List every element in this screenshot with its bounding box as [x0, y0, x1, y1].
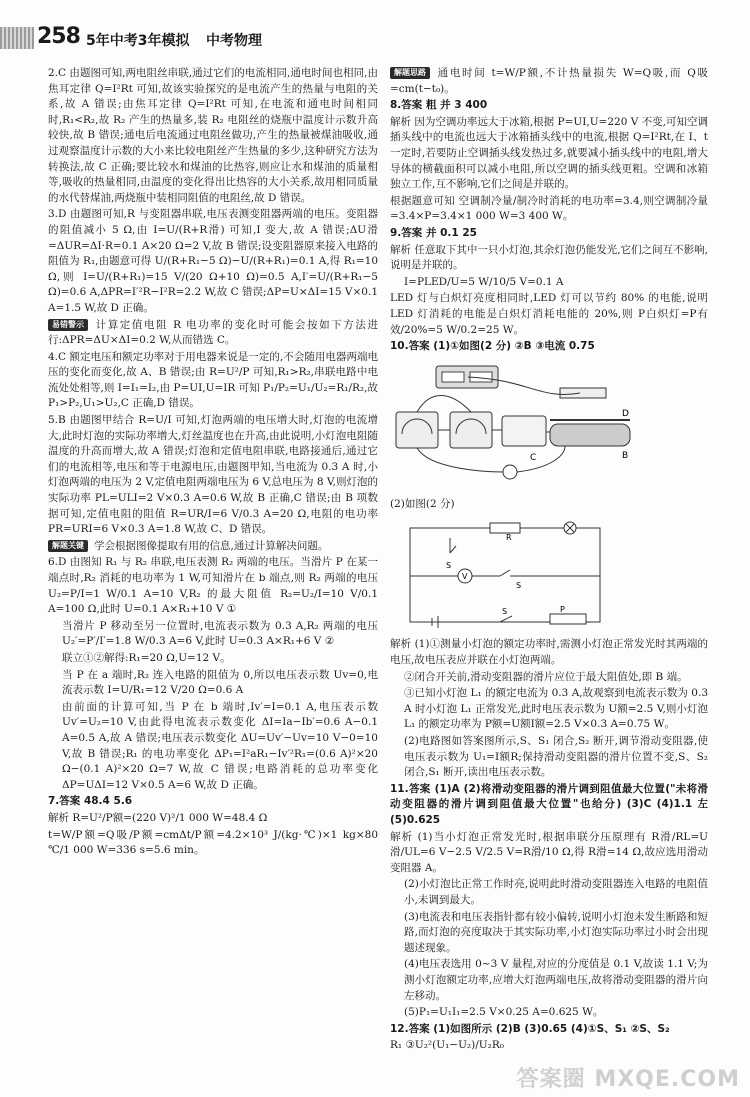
page-header	[0, 0, 750, 64]
answer-q9: 9.答案 并 0.1 25	[390, 226, 477, 239]
book-brand: 5年中考3年模拟	[86, 33, 190, 49]
solution-q8: 解析 因为空调功率远大于冰箱,根据 P=UI,U=220 V 不变,可知空调插头线中的电流也远大于冰箱插头线中的电流,根据 Q=I²Rt,在 I、t 一定时,若要防止空调插头线发热过多,就要减小插头线中的电阻,增大导体的横截面积可以减小电阻,所以空调的插头线更粗。空调和冰箱独立工作,互不影响,它们之间是并联的。	[390, 115, 708, 191]
answer-q7: 7.答案 48.4 5.6	[48, 795, 133, 808]
figure-2-label: (2)如图(2 分)	[390, 498, 455, 511]
solution-q9: 解析 任意取下其中一只小灯泡,其余灯泡仍能发光,它们之间互不影响,说明是并联的。	[390, 243, 708, 272]
svg-text:B: B	[622, 450, 629, 461]
tip-q3	[48, 318, 378, 349]
solution-q10-3: ③已知小灯泡 L₁ 的额定电流为 0.3 A,故观察到电流表示数为 0.3 A 时小灯泡 L₁ 正常发光,此时电压表示数为 U额=2.5 V,则小灯泡 L₁ 的额定功率为 P额=U额I额=2.5 V×0.3 A=0.75 W。	[404, 687, 708, 731]
answer-q6-a: 6.D 由图知 R₁ 与 R₂ 串联,电压表测 R₂ 两端的电压。当滑片 P 在某一端点时,R₂ 消耗的电功率为 1 W,可知滑片在 b 端点,则 R₂ 两端的电压 U₂=P/I=1 W/0.1 A=10 V,R₂ 的最大阻值 R₂=U₂/I=10 V/0.1 A=100 Ω,此时 U=0.1 A×R₁+10 V ①	[48, 556, 378, 616]
answer-q6-c: 联立①②解得:R₁=20 Ω,U=12 V。	[62, 651, 231, 664]
solution-q11-1: 解析 (1)当小灯泡正常发光时,根据串联分压原理有 R滑/RL=U滑/UL=6 V−2.5 V/2.5 V=R滑/10 Ω,得 R滑=14 Ω,故应选用滑动变阻器 A。	[390, 830, 708, 874]
watermark: 答案圈 MXQE.COM	[516, 1067, 740, 1092]
svg-text:S: S	[446, 560, 452, 570]
circuit-photo-figure	[390, 360, 640, 488]
header-decoration	[0, 27, 34, 49]
answer-q6-b: 当滑片 P 移动至另一位置时,电流表示数为 0.3 A,R₂ 两端的电压 U₂′=P′/I′=1.8 W/0.3 A=6 V,此时 U=0.3 A×R₁+6 V ②	[62, 619, 378, 648]
solution-q11-4: (4)电压表选用 0~3 V 量程,对应的分度值是 0.1 V,故读 1.1 V;为测小灯泡额定功率,应增大灯泡两端电压,故将滑动变阻器的滑片向左移动。	[404, 958, 708, 1002]
svg-text:S: S	[516, 580, 522, 590]
tip-text: 学会根据图像提取有用的信息,通过计算解决问题。	[94, 539, 329, 552]
svg-text:V: V	[462, 571, 468, 581]
answer-q6-d: 当 P 在 a 端时,R₂ 连入电路的阻值为 0,所以电压表示数 Uv=0,电流表示数 I=U/R₁=12 V/20 Ω=0.6 A	[62, 668, 378, 697]
svg-text:P: P	[560, 604, 565, 614]
solution-q11-2: (2)小灯泡比正常工作时亮,说明此时滑动变阻器连入电路的电阻值小,未调到最大。	[404, 878, 708, 906]
solution-q10-1: 解析 (1)①测量小灯泡的额定功率时,需测小灯泡正常发光时其两端的电压,故电压表应并联在小灯泡两端。	[390, 638, 708, 667]
right-column	[390, 66, 708, 1055]
tip-label: 解题思路	[390, 67, 430, 79]
answer-q3: 3.D 由题图可知,R 与变阻器串联,电压表测变阻器两端的电压。变阻器的阻值减小 5 Ω,由 I=U/(R+R滑) 可知,I 变大,故 A 错误;ΔU滑=ΔUR=ΔI·R=0.1 A×20 Ω=2 V,故 B 错误;设变阻器原来接入电路的阻值为 R₁,由题意可得 U/(R+R₁−5 Ω)−U/(R+R₁)=0.1 A,得 R₁=10 Ω,则 I=U/(R+R₁)=15 V/(20 Ω+10 Ω)=0.5 A,I′=U/(R+R₁−5 Ω)=0.6 A,ΔPR=I′²R−I²R=2.2 W,故 C 错误;ΔP=U×ΔI=15 V×0.1 A=1.5 W,故 D 正确。	[48, 208, 378, 314]
solution-q7-time: t=W/P额=Q吸/P额=cmΔt/P额=4.2×10³ J/(kg·℃)×1 kg×80 ℃/1 000 W=336 s=5.6 min。	[48, 828, 378, 857]
answer-q12: 12.答案 (1)如图所示 (2)B (3)0.65 (4)①S、S₁ ②S、S₂	[390, 1022, 670, 1035]
solution-q9-2: I=PLED/U=5 W/10/5 V=0.1 A	[404, 275, 564, 288]
book-subject: 中考物理	[206, 33, 262, 49]
answer-q4: 4.C 额定电压和额定功率对于用电器来说是一定的,不会随用电器两端电压的变化而变化,故 A、B 错误;由 R=U²/P 可知,R₁>R₂,串联电路中电流处处相等,则 I=I₁=I₂,由 P=UI,U=IR 可知 P₁/P₂=U₁/U₂=R₁/R₂,故 P₁>P₂,U₁>U₂,C 正确,D 错误。	[48, 350, 378, 410]
solution-q8-2: 根据题意可知 空调制冷量/制冷时消耗的电功率=3.4,则空调制冷量=3.4×P=3.4×1 000 W=3 400 W。	[390, 194, 708, 223]
svg-text:S: S	[502, 606, 508, 616]
solution-q11-3: (3)电流表和电压表指针都有较小偏转,说明小灯泡未发生断路和短路,而灯泡的亮度取决于其实际功率,小灯泡实际功率过小时会出现题述现象。	[404, 910, 708, 954]
tip-label: 易错警示	[48, 319, 88, 331]
tip-label: 解题关键	[48, 540, 88, 552]
tip-top	[390, 66, 708, 97]
tip-text: 通电时间 t=W/P额,不计热量损失 W=Q吸,而 Q吸=cm(t−t₀)。	[390, 67, 708, 95]
solution-q10-2: ②闭合开关前,滑动变阻器的滑片应位于最大阻值处,即 B 端。	[404, 670, 688, 683]
solution-q7: 解析 R=U²/P额=(220 V)²/1 000 W=48.4 Ω	[48, 811, 268, 824]
tip-text: 计算定值电阻 R 电功率的变化时可能会按如下方法进行:ΔPR=ΔU×ΔI=0.2 W,从而错选 C。	[48, 318, 378, 347]
answer-q11: 11.答案 (1)A (2)将滑动变阻器的滑片调到阻值最大位置("未将滑动变阻器的滑片调到阻值最大位置"也给分) (3)C (4)1.1 左 (5)0.625	[390, 782, 708, 826]
tip-q5	[48, 539, 378, 555]
answer-q10: 10.答案 (1)①如图(2 分) ②B ③电流 0.75	[390, 340, 595, 353]
answer-q5: 5.B 由题图甲结合 R=U/I 可知,灯泡两端的电压增大时,灯泡的电流增大,此时灯泡的实际功率增大,灯丝温度也在升高,由此说明,小灯泡电阻随温度的升高而增大,故 A 错误;灯泡和定值电阻串联,电路接通后,通过它们的电流相等,电压和等于电源电压,由题图甲知,当电流为 0.3 A 时,小灯泡两端的电压为 2 V,定值电阻两端电压为 6 V,总电压为 8 V,则灯泡的实际功率 PL=ULI=2 V×0.3 A=0.6 W,故 B 正确,C 错误;由 B 项数据可知,定值电阻的阻值 R=UR/I=6 V/0.3 A=20 Ω,电阻的电功率 PR=URI=6 V×0.3 A=1.8 W,故 C、D 错误。	[48, 414, 378, 536]
answer-q8: 8.答案 粗 并 3 400	[390, 99, 488, 112]
svg-text:R: R	[506, 532, 512, 542]
svg-text:C: C	[530, 452, 537, 463]
solution-q11-5: (5)P₁=U₁I₁=2.5 V×0.25 A=0.625 W。	[404, 1006, 604, 1019]
answer-q12-formula: R₁ ③U₂²(U₁−U₂)/U₂R₀	[390, 1039, 504, 1052]
svg-text:D: D	[622, 408, 629, 419]
left-column	[48, 66, 378, 860]
page-number: 258	[37, 24, 80, 49]
answer-q2: 2.C 由题图可知,两电阻丝串联,通过它们的电流相同,通电时间也相同,由焦耳定律 Q=I²Rt 可知,故该实验探究的是电流产生的热量与电阻的关系,故 A 错误;由焦耳定律 Q=I²Rt 可知,在电流和通电时间相同时,R₁<R₂,故 R₂ 产生的热量多,装 R₂ 电阻丝的烧瓶中温度计示数升高较快,故 B 错误;通电后电流通过电阻丝做功,产生的热量被煤油吸收,通过观察温度计示数的大小来比较电阻丝产生热量的多少,这种研究方法为转换法,故 C 正确;要比较水和煤油的比热容,则应让水和煤油的质量相等,吸收的热量相同,由温度的变化得出比热容的大小关系,故用相同质量的水代替煤油,两烧瓶中装相同阻值的电阻丝,故 D 错误。	[48, 67, 378, 204]
answer-q6-e: 由前面的计算可知,当 P 在 b 端时,Iv′=I=0.1 A,电压表示数 Uv′=U₂=10 V,由此得电流表示数变化 ΔI=Ia−Ib′=0.6 A−0.1 A=0.5 A,故 A 错误;电压表示数变化 ΔU=Uv′−Uv=10 V−0=10 V,故 B 错误;R₁ 的电功率变化 ΔP₁=I²aR₁−Iv′²R₁=(0.6 A)²×20 Ω−(0.1 A)²×20 Ω=7 W,故 C 错误;电路消耗的总功率变化 ΔP=UΔI=12 V×0.5 A=6 W,故 D 正确。	[62, 700, 378, 791]
circuit-diagram-figure	[390, 518, 620, 628]
solution-q9-3: LED 灯与白炽灯亮度相同时,LED 灯可以节约 80% 的电能,说明 LED 灯消耗的电能是白炽灯消耗电能的 20%,则 P白炽灯=P有效/20%=5 W/0.2=25 W。	[390, 292, 708, 336]
solution-q10-4: (2)电路图如答案图所示,S、S₁ 闭合,S₂ 断开,调节滑动变阻器,使电压表示数为 U₁=I额R;保持滑动变阻器的滑片位置不变,S、S₂ 闭合,S₁ 断开,读出电压表示数。	[404, 735, 708, 779]
